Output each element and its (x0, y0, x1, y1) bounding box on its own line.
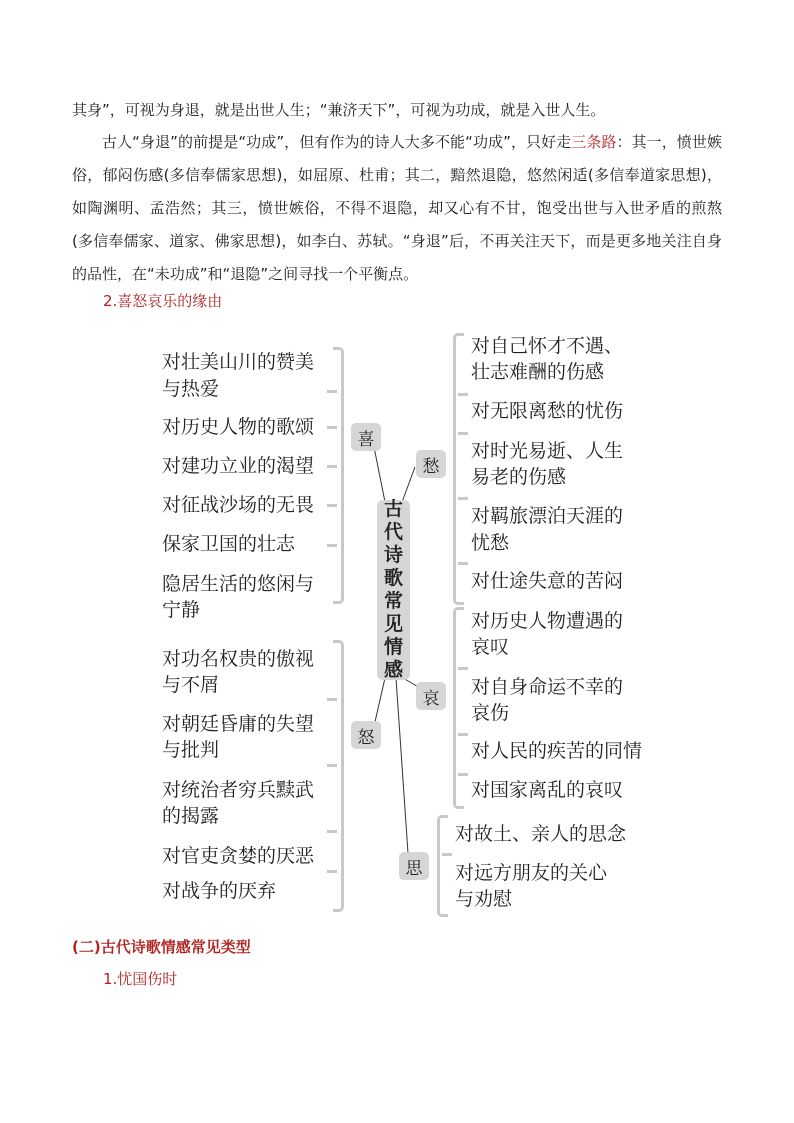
bracket-tick (327, 764, 337, 767)
si-item: 对远方朋友的关心 (455, 862, 608, 884)
nu-item: 对朝廷昏庸的失望 (162, 713, 315, 735)
nu-item: 对官吏贪婪的厌恶 (162, 845, 315, 867)
nu-item: 与批判 (162, 739, 220, 761)
nu-item: 的揭露 (162, 805, 220, 827)
heading-patriotism: 1.忧国伤时 (103, 970, 178, 988)
center-char: 情 (383, 636, 403, 658)
chou-item: 对仕途失意的苦闷 (471, 570, 624, 592)
xi-item: 保家卫国的壮志 (162, 533, 296, 555)
center-char: 常 (383, 590, 403, 612)
chou-item: 对自己怀才不遇、 (471, 335, 624, 357)
xi-item: 对征战沙场的无畏 (162, 494, 315, 516)
si-item: 对故土、亲人的思念 (455, 823, 627, 845)
xi-item: 隐居生活的悠闲与 (162, 573, 315, 595)
bracket-tick (327, 390, 337, 393)
bracket-tick (327, 544, 337, 547)
xi-item: 与热爱 (162, 378, 220, 400)
center-node-emotions (377, 500, 410, 680)
node-ai: 哀 (416, 682, 446, 710)
center-char: 代 (383, 521, 403, 543)
bracket-tick (442, 853, 452, 856)
ai-item: 对自身命运不幸的 (471, 676, 624, 698)
nu-item: 与不屑 (162, 674, 220, 696)
bracket-tick (458, 773, 468, 776)
bracket-tick (458, 667, 468, 670)
bracket-tick (458, 393, 468, 396)
ai-item: 对历史人物遭遇的 (471, 610, 624, 632)
bracket-xi (333, 347, 344, 604)
nu-item: 对统治者穷兵黩武 (162, 779, 315, 801)
xi-item: 对壮美山川的赞美 (162, 351, 315, 373)
connector-si (396, 678, 408, 853)
ai-item: 对国家离乱的哀叹 (471, 779, 624, 801)
node-si: 思 (399, 852, 429, 880)
bracket-tick (458, 497, 468, 500)
xi-item: 对历史人物的歌颂 (162, 416, 315, 438)
bracket-tick (327, 504, 337, 507)
heading-emotion-reasons: 2.喜怒哀乐的缘由 (103, 292, 223, 310)
center-char: 古 (383, 498, 403, 520)
node-chou: 愁 (416, 450, 446, 478)
bracket-tick (327, 465, 337, 468)
ai-item: 哀叹 (471, 636, 510, 658)
chou-item: 忧愁 (471, 532, 510, 554)
connector-chou (402, 467, 415, 502)
bracket-tick (327, 830, 337, 833)
chou-item: 易老的伤感 (471, 466, 567, 488)
chou-item: 对无限离愁的忧伤 (471, 400, 624, 422)
three-roads-highlight: 三条路 (571, 133, 617, 151)
paragraph-part-b: ：其一，愤世嫉俗，郁闷伤感(多信奉儒家思想)，如屈原、杜甫；其二，黯然退隐，悠然闲适(多信奉道家思想)，如陶渊明、孟浩然；其三，愤世嫉俗，不得不退隐，却又心有不甘，饱受出世与入世矛盾的煎熬(多信奉儒家、道家、佛家思想)，如李白、苏轼。“身退”后，不再关注天下，而是更多地关注自身的品性，在“未功成”和“退隐”之间寻找一个平衡点。 (72, 133, 722, 283)
paragraph-shenshi: 其身”，可视为身退，就是出世人生；“兼济天下”，可视为功成，就是入世人生。 (72, 101, 606, 119)
center-char: 感 (383, 659, 403, 681)
bracket-si (437, 815, 448, 917)
bracket-tick (327, 870, 337, 873)
chou-item: 对时光易逝、人生 (471, 440, 624, 462)
xi-item: 对建功立业的渴望 (162, 455, 315, 477)
center-char: 歌 (383, 567, 403, 589)
ai-item: 哀伤 (471, 702, 510, 724)
bracket-ai (453, 607, 464, 809)
nu-item: 对战争的厌弃 (162, 880, 277, 902)
bracket-tick (458, 733, 468, 736)
xi-item: 宁静 (162, 599, 201, 621)
bracket-tick (458, 432, 468, 435)
bracket-tick (327, 426, 337, 429)
bracket-tick (327, 698, 337, 701)
node-xi: 喜 (351, 423, 381, 451)
chou-item: 壮志难酬的伤感 (471, 361, 605, 383)
center-char: 诗 (383, 544, 403, 566)
chou-item: 对羁旅漂泊天涯的 (471, 505, 624, 527)
ai-item: 对人民的疾苦的同情 (471, 740, 643, 762)
node-nu: 怒 (351, 721, 381, 749)
bracket-tick (458, 562, 468, 565)
si-item: 与劝慰 (455, 888, 513, 910)
heading-emotion-types: (二)古代诗歌情感常见类型 (72, 938, 251, 956)
nu-item: 对功名权贵的傲视 (162, 648, 315, 670)
center-char: 见 (383, 613, 403, 635)
paragraph-part-a: 古人“身退”的前提是“功成”，但有作为的诗人大多不能“功成”，只好走 (102, 133, 572, 151)
